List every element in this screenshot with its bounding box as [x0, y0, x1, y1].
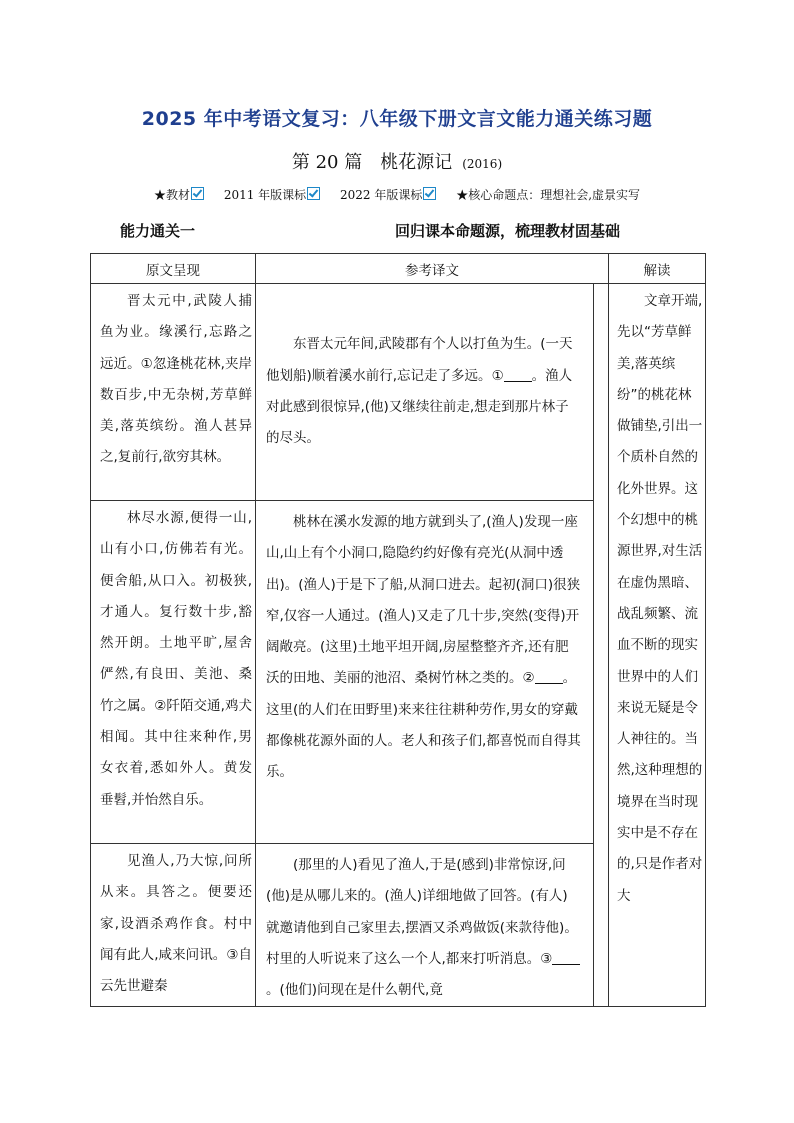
table-header-row — [91, 254, 706, 284]
original-text: 自云先世避秦 — [100, 946, 253, 995]
section-heading: 能力通关一 — [120, 222, 196, 240]
original-text: 见渔人,乃大惊,问所从来。具答之。便要还家,设酒杀鸡作食。村中闻有此人,咸来问讯。 — [100, 853, 252, 963]
fill-blank[interactable] — [552, 950, 580, 965]
original-cell — [91, 284, 256, 501]
fill-blank[interactable] — [535, 669, 563, 684]
tag-label: 2011 年版课标 — [223, 188, 307, 202]
text-table — [90, 253, 706, 1007]
lesson-year: (2016) — [462, 157, 503, 171]
translation-cell — [256, 501, 594, 844]
original-text: 林尽水源,便得一山,山有小口,仿佛若有光。便舍船,从口入。初极狭,才通人。复行数十步,豁然开朗。土地平旷,屋舍俨然,有良田、美池、桑竹之属。 — [100, 510, 252, 714]
translation-text: 。(他们)问现在是什么朝代,竟 — [266, 982, 443, 999]
translation-text: 桃林在溪水发源的地方就到头了,(渔人)发现一座山,山上有个小洞口,隐隐约约好像有亮光(从洞中透出)。(渔人)于是下了船,从洞口进去。起初(洞口)很狭窄,仅容一人通过。(渔人)又走了几十步,突然(变得)开阔敞亮。(这里)土地平坦开阔,房屋整整齐齐,还有肥沃的田地、美丽的池沼、桑树竹林之类的。 — [266, 514, 581, 687]
interpretation-cell: 文章开端,先以“芳草鲜美,落英缤纷”的桃花林做铺垫,引出一个质朴自然的化外世界。这个幻想中的桃源世界,对生活在虚伪黑暗、战乱频繁、流血不断的现实世界中的人们来说无疑是令人神往的。当然,这种理想的境界在当时现实中是不存在的,只是作者对大 — [609, 284, 706, 1007]
checkbox-checked-icon — [423, 187, 436, 200]
tag-textbook — [154, 188, 204, 202]
section-description: 回归课本命题源，梳理教材固基础 — [395, 222, 621, 240]
translation-text: 东晋太元年间,武陵郡有个人以打鱼为生。(一天他划船)顺着溪水前行,忘记走了多远。 — [266, 336, 573, 384]
checkbox-checked-icon — [307, 187, 320, 200]
translation-cell — [256, 844, 594, 1007]
sentence-mark: ① — [491, 367, 504, 384]
table-row — [91, 284, 706, 501]
tag-label: ★教材 — [153, 188, 190, 202]
translation-text: (那里的人)看见了渔人,于是(感到)非常惊讶,问(他)是从哪儿来的。(渔人)详细地做了回答。(有人)就邀请他到自己家里去,摆酒又杀鸡做饭(来款待他)。村里的人听说来了这么一个人,都来打听消息。 — [266, 857, 578, 967]
translation-text: 。渔人对此感到很惊异,(他)又继续往前走,想走到那片林子的尽头。 — [266, 367, 573, 447]
sentence-mark: ① — [140, 355, 153, 372]
translation-text: 。这里(的人们在田野里)来来往往耕种劳作,男女的穿戴都像桃花源外面的人。老人和孩子们,都喜悦而自得其乐。 — [266, 670, 581, 781]
header-translation: 参考译文 — [256, 254, 609, 284]
sentence-mark: ③ — [540, 950, 553, 967]
original-cell — [91, 501, 256, 844]
fill-blank[interactable] — [504, 367, 532, 382]
original-text: 阡陌交通,鸡犬相闻。其中往来种作,男女衣着,悉如外人。黄发垂髫,并怡然自乐。 — [100, 697, 253, 808]
sentence-mark: ③ — [226, 946, 239, 963]
translation-cell — [256, 284, 594, 501]
original-cell — [91, 844, 256, 1007]
sentence-mark: ② — [154, 697, 167, 714]
lesson-subtitle — [0, 148, 794, 174]
tag-row — [0, 186, 794, 203]
tag-label: 2022 年版课标 — [340, 188, 423, 202]
tag-2022-standard — [340, 188, 436, 202]
spacer-column — [594, 284, 609, 1007]
original-text: 忽逢桃花林,夹岸数百步,中无杂树,芳草鲜美,落英缤纷。渔人甚异之,复前行,欲穷其林。 — [100, 355, 253, 466]
header-interpretation: 解读 — [609, 254, 706, 284]
sentence-mark: ② — [522, 670, 535, 687]
original-text: 晋太元中,武陵人捕鱼为业。缘溪行,忘路之远近。 — [100, 293, 252, 372]
header-original: 原文呈现 — [91, 254, 256, 284]
tag-core-point: ★核心命题点：理想社会,虚景实写 — [456, 188, 641, 202]
checkbox-checked-icon — [191, 187, 204, 200]
lesson-name: 第 20 篇 桃花源记 — [291, 152, 453, 173]
tag-2011-standard — [224, 188, 320, 202]
page-title: 2025 年中考语文复习：八年级下册文言文能力通关练习题 — [141, 108, 653, 130]
